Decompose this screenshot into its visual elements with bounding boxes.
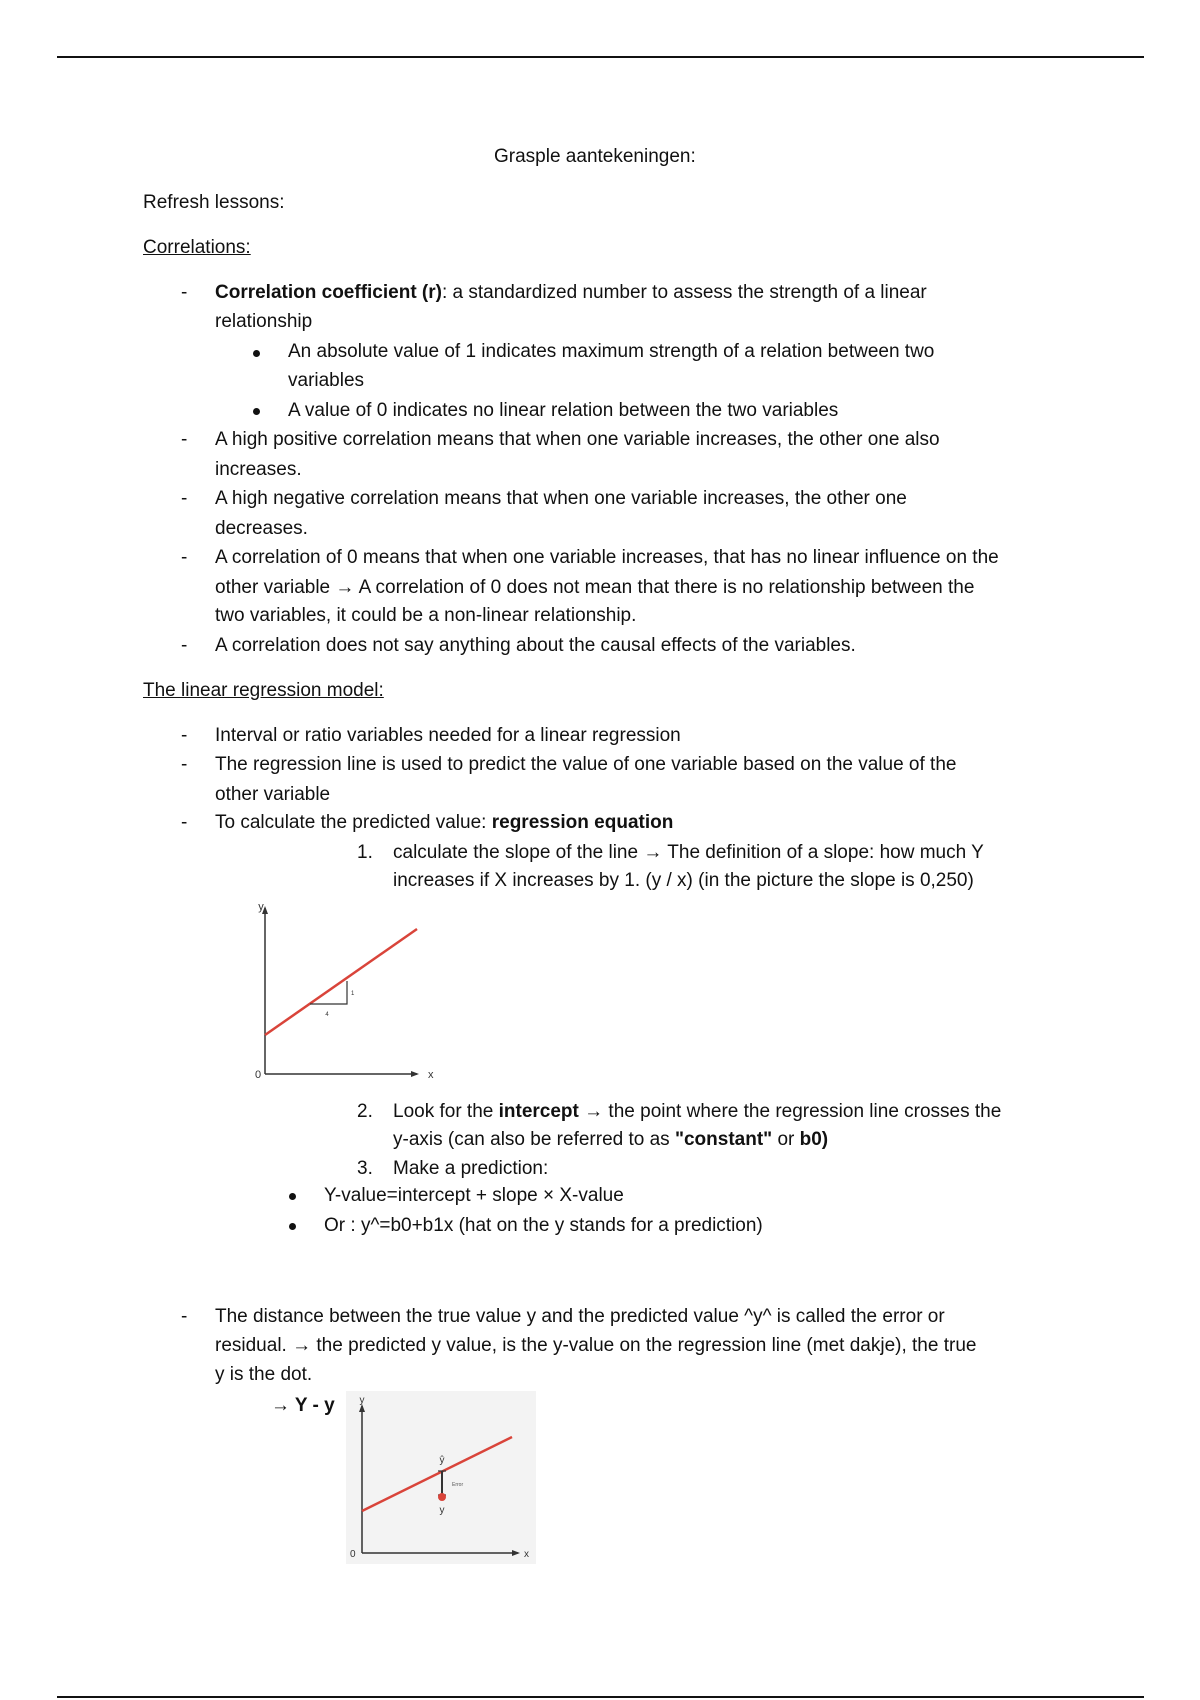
- dash-bullet: -: [181, 725, 188, 746]
- residual-figure: [346, 1391, 536, 1564]
- bottom-rule: [57, 1696, 1144, 1698]
- corr-item-2: A high positive correlation means that when one variable increases, the other one also: [215, 429, 940, 450]
- reg-item-2: The regression line is used to predict the value of one variable based on the value of the: [215, 754, 957, 775]
- residual-text-cont2: y is the dot.: [215, 1364, 313, 1385]
- origin-label: 0: [255, 1069, 262, 1081]
- dash-bullet: -: [181, 812, 188, 833]
- corr-item-1: Correlation coefficient (r): a standardized number to assess the strength of a linear: [215, 282, 927, 303]
- page-title: Grasple aantekeningen:: [494, 146, 696, 167]
- dash-bullet: -: [181, 635, 188, 656]
- dash-bullet: -: [181, 547, 188, 568]
- bullet: [289, 1193, 296, 1200]
- reg-item-1: Interval or ratio variables needed for a linear regression: [215, 725, 681, 746]
- top-rule: [57, 56, 1144, 58]
- arrow-note: → Y - у: [271, 1395, 335, 1416]
- corr-item-5: A correlation does not say anything about the causal effects of the variables.: [215, 635, 856, 656]
- residual-text-cont: residual. → the predicted y value, is the y-value on the regression line (met dakje), the true: [215, 1335, 977, 1356]
- bullet: [253, 408, 260, 415]
- bullet: [289, 1223, 296, 1230]
- dash-bullet: -: [181, 488, 188, 509]
- corr-item-1-cont: relationship: [215, 311, 313, 332]
- step-2-cont: y-axis (can also be referred to as "constant" or b0): [393, 1129, 829, 1150]
- step-3-number: 3.: [357, 1158, 373, 1179]
- dash-bullet: -: [181, 754, 188, 775]
- y-axis-label: y: [359, 1395, 365, 1406]
- prediction-formula: Y-value=intercept + slope × X-value: [324, 1185, 624, 1206]
- run-label: 4: [325, 1012, 329, 1018]
- regression-line: [265, 929, 417, 1035]
- x-axis-label: x: [428, 1069, 434, 1081]
- y-axis-label: y: [258, 901, 264, 913]
- dash-bullet: -: [181, 429, 188, 450]
- corr-item-4: A correlation of 0 means that when one variable increases, that has no linear influence on the: [215, 547, 999, 568]
- step-1: calculate the slope of the line → The definition of a slope: how much Y: [393, 842, 984, 863]
- dash-bullet: -: [181, 282, 188, 303]
- corr-item-4-cont: other variable → A correlation of 0 does not mean that there is no relationship between the: [215, 577, 975, 598]
- corr-sub-1-cont: variables: [288, 370, 365, 391]
- regression-heading: The linear regression model:: [143, 680, 384, 701]
- error-label: Error: [452, 1482, 464, 1488]
- origin-label: 0: [350, 1549, 356, 1560]
- correlations-heading: Correlations:: [143, 237, 251, 258]
- step-2: Look for the intercept → the point where the regression line crosses the: [393, 1101, 1002, 1122]
- corr-item-2-cont: increases.: [215, 459, 302, 480]
- reg-item-3: To calculate the predicted value: regression equation: [215, 812, 674, 833]
- predicted-y-label: ŷ: [439, 1455, 445, 1466]
- reg-item-2-cont: other variable: [215, 784, 331, 805]
- corr-item-3-cont: decreases.: [215, 518, 308, 539]
- corr-item-4-cont2: two variables, it could be a non-linear relationship.: [215, 605, 637, 626]
- dash-bullet: -: [181, 1306, 188, 1327]
- x-axis: [265, 1071, 419, 1077]
- rise-label: 1: [351, 991, 355, 997]
- step-2-number: 2.: [357, 1101, 373, 1122]
- corr-item-3: A high negative correlation means that when one variable increases, the other one: [215, 488, 907, 509]
- corr-sub-2: A value of 0 indicates no linear relation between the two variables: [288, 400, 839, 421]
- y-axis: [262, 906, 268, 1074]
- x-axis-label: x: [524, 1549, 529, 1560]
- prediction-formula-alt: Or : y^=b0+b1x (hat on the y stands for a prediction): [324, 1215, 763, 1236]
- true-value-dot: [438, 1493, 446, 1501]
- bullet: [253, 350, 260, 357]
- residual-text: The distance between the true value y and the predicted value ^y^ is called the error or: [215, 1306, 945, 1327]
- slope-figure: [245, 900, 440, 1085]
- true-y-label: y: [439, 1505, 445, 1516]
- step-1-cont: increases if X increases by 1. (y / x) (in the picture the slope is 0,250): [393, 870, 974, 891]
- step-1-number: 1.: [357, 842, 373, 863]
- refresh-lessons: Refresh lessons:: [143, 192, 285, 213]
- step-3: Make a prediction:: [393, 1158, 549, 1179]
- corr-sub-1: An absolute value of 1 indicates maximum strength of a relation between two: [288, 341, 935, 362]
